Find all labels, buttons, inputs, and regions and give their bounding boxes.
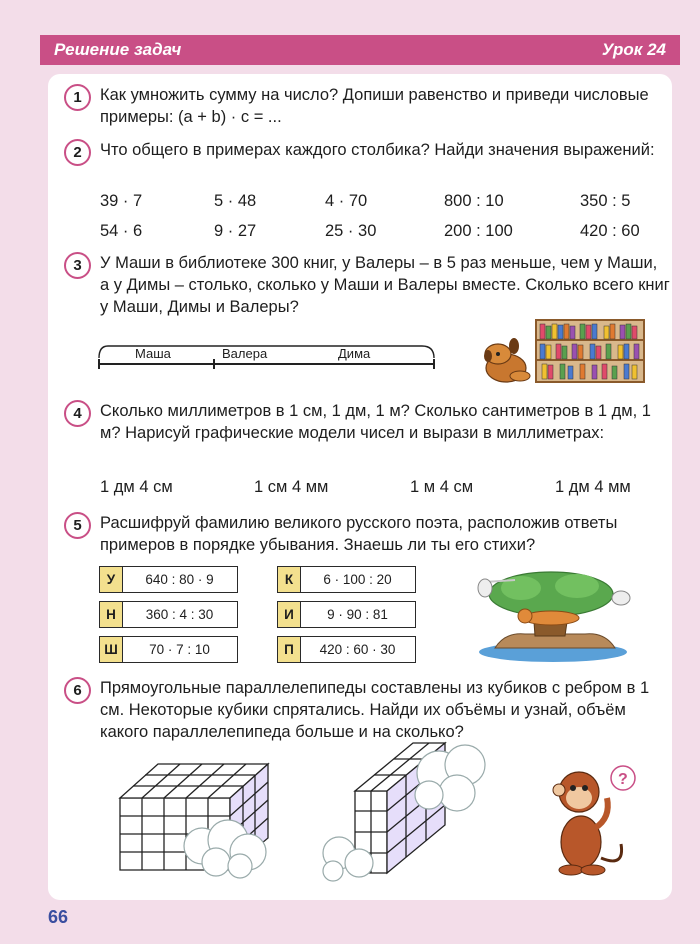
- cell-letter: К: [278, 567, 301, 592]
- cell-letter: Н: [100, 602, 123, 627]
- code-cell: [277, 566, 416, 593]
- cell-letter: И: [278, 602, 301, 627]
- code-cell: [99, 601, 238, 628]
- label-valera: Валера: [222, 346, 268, 361]
- measure-item: 1 см 4 мм: [254, 478, 329, 496]
- measure-item: 1 дм 4 см: [100, 478, 173, 496]
- task-number-6: 6: [64, 677, 91, 704]
- cell-expression: 420 : 60 · 30: [319, 642, 396, 657]
- expression: 4 · 70: [325, 192, 368, 210]
- dog-bookshelf-illustration: [480, 318, 650, 390]
- expression: 9 · 27: [214, 222, 257, 240]
- code-cell: [277, 636, 416, 663]
- page-number: 66: [48, 907, 69, 927]
- task-number-4: 4: [64, 400, 91, 427]
- svg-text:?: ?: [618, 771, 628, 788]
- task-6-text: Прямоугольные параллелепипеды составлены из кубиков с ребром в 1 см. Некоторые кубики спрятались. Найди их объёмы и узнай, объём какого параллелепипеда больше и на сколько?: [100, 679, 650, 741]
- monkey-illustration: [545, 758, 645, 880]
- page-header: [40, 35, 680, 65]
- task-3-text: У Маши в библиотеке 300 книг, у Валеры – в 5 раз меньше, чем у Маши, а у Димы – столько, сколько у Маши и Валеры вместе. Сколько всего книг у Маши, Димы и Валеры?: [100, 254, 670, 316]
- cell-letter: П: [278, 637, 301, 662]
- oak-cat-illustration: [465, 568, 635, 663]
- code-cell: [99, 566, 238, 593]
- expression: 350 : 5: [580, 192, 631, 210]
- cell-expression: 360 : 4 : 30: [145, 607, 214, 622]
- cell-expression: 6 · 100 : 20: [323, 572, 392, 587]
- expression: 25 · 30: [325, 222, 377, 240]
- task-number-2: 2: [64, 139, 91, 166]
- cell-letter: У: [100, 567, 123, 592]
- expression: 39 · 7: [100, 192, 143, 210]
- task-1-text: Как умножить сумму на число? Допиши равенство и приведи числовые примеры: (a + b) · c = ...: [100, 86, 649, 126]
- expression: 200 : 100: [444, 222, 513, 240]
- cell-expression: 9 · 90 : 81: [327, 607, 388, 622]
- task-number-1: 1: [64, 84, 91, 111]
- expression: 420 : 60: [580, 222, 640, 240]
- expression: 800 : 10: [444, 192, 504, 210]
- cell-expression: 640 : 80 · 9: [145, 572, 214, 587]
- expression: 54 · 6: [100, 222, 143, 240]
- task-5-text: Расшифруй фамилию великого русского поэта, расположив ответы примеров в порядке убывания. Знаешь ли ты его стихи?: [100, 514, 618, 554]
- lesson-title: Урок 24: [601, 40, 666, 59]
- cell-letter: Ш: [100, 637, 123, 662]
- task-number-3: 3: [64, 252, 91, 279]
- measure-item: 1 дм 4 мм: [555, 478, 631, 496]
- label-dima: Дима: [338, 346, 371, 361]
- cuboid-2: [315, 735, 495, 885]
- section-title: Решение задач: [54, 40, 182, 59]
- task-2-text: Что общего в примерах каждого столбика? Найди значения выражений:: [100, 141, 655, 159]
- measure-item: 1 м 4 см: [410, 478, 474, 496]
- cuboid-1: [118, 760, 288, 880]
- code-cell: [277, 601, 416, 628]
- task-number-5: 5: [64, 512, 91, 539]
- task-4-text: Сколько миллиметров в 1 см, 1 дм, 1 м? Сколько сантиметров в 1 дм, 1 м? Нарисуй графические модели чисел и вырази в миллиметрах:: [100, 402, 651, 442]
- cell-expression: 70 · 7 : 10: [149, 642, 210, 657]
- label-masha: Маша: [135, 346, 171, 361]
- code-cell: [99, 636, 238, 663]
- expression: 5 · 48: [214, 192, 257, 210]
